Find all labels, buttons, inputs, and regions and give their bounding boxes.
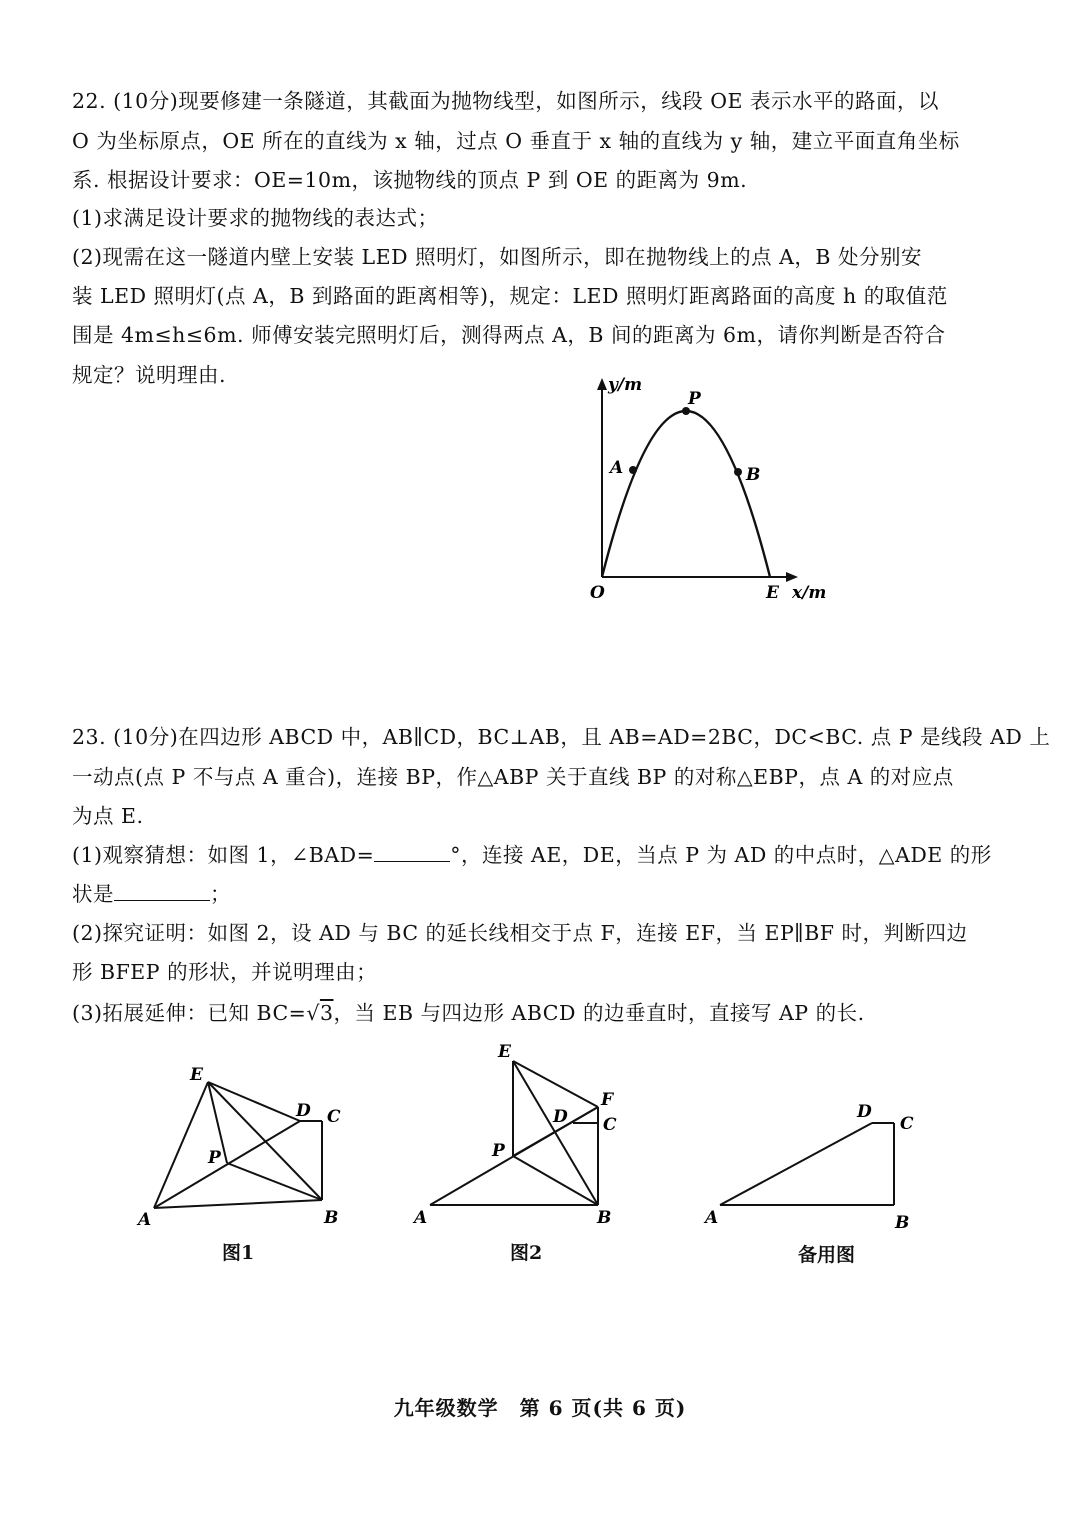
- fig1-ED: [208, 1082, 300, 1121]
- fig1-AE: [154, 1082, 208, 1208]
- fig3-label-A: A: [705, 1208, 719, 1228]
- q23-part-2-line-1: (2)探究证明：如图 2，设 AD 与 BC 的延长线相交于点 F，连接 EF，当 EP∥BF 时，判断四边: [72, 921, 968, 945]
- q23-part-1b-pre: 状是: [72, 882, 114, 906]
- point-B: [734, 468, 742, 476]
- fig1-PB: [227, 1163, 322, 1200]
- label-y-axis: y/m: [608, 375, 643, 395]
- fig2-caption: 图2: [510, 1242, 543, 1264]
- q22-line-3: 系. 根据设计要求：OE=10m，该抛物线的顶点 P 到 OE 的距离为 9m.: [72, 168, 748, 192]
- q23-part-1-line-2: [72, 877, 231, 907]
- q23-part-1b-post: ；: [210, 882, 231, 906]
- q23-part-3-post: ，当 EB 与四边形 ABCD 的边垂直时，直接写 AP 的长.: [333, 1001, 865, 1025]
- fig1-label-E: E: [190, 1065, 203, 1085]
- q23-part-1-post: °，连接 AE，DE，当点 P 为 AD 的中点时，△ADE 的形: [450, 843, 992, 867]
- q23-part-3-radicand: 3: [319, 1001, 334, 1025]
- label-x-axis: x/m: [792, 583, 827, 603]
- fig1-caption: 图1: [222, 1242, 255, 1264]
- answer-blank-shape[interactable]: [114, 899, 210, 901]
- q22-part-2-line-1: (2)现需在这一隧道内壁上安装 LED 照明灯，如图所示，即在抛物线上的点 A，B 处分别安: [72, 245, 922, 269]
- fig3-AD: [720, 1123, 872, 1205]
- fig2-label-E: E: [498, 1042, 511, 1062]
- point-A: [629, 466, 637, 474]
- x-axis-arrow: [786, 572, 798, 582]
- q22-line-2: O 为坐标原点，OE 所在的直线为 x 轴，过点 O 垂直于 x 轴的直线为 y 轴，建立平面直角坐标: [72, 129, 960, 153]
- fig2-label-D: D: [553, 1107, 568, 1127]
- fig1-label-A: A: [138, 1210, 152, 1230]
- q23-part-2-line-2: 形 BFEP 的形状，并说明理由；: [72, 960, 378, 984]
- fig1-EB: [208, 1082, 322, 1200]
- fig1-label-C: C: [327, 1107, 341, 1127]
- fig1-AD: [154, 1121, 300, 1208]
- fig2-label-B: B: [597, 1208, 612, 1228]
- q22-parabola-figure: [580, 372, 840, 612]
- fig2-label-C: C: [603, 1115, 617, 1135]
- q23-part-1-pre: (1)观察猜想：如图 1，∠BAD=: [72, 843, 375, 867]
- fig3-label-C: C: [900, 1114, 914, 1134]
- fig2-EB: [513, 1061, 598, 1205]
- q23-part-3-pre: (3)拓展延伸：已知 BC=√: [72, 1001, 320, 1025]
- q23-figure-2: [405, 1035, 645, 1230]
- fig2-label-P: P: [492, 1141, 505, 1161]
- q23-part-3: [72, 996, 865, 1026]
- fig1-label-B: B: [324, 1208, 339, 1228]
- page-footer: 九年级数学 第 6 页(共 6 页): [393, 1396, 687, 1420]
- fig3-label-D: D: [857, 1102, 872, 1122]
- fig2-label-A: A: [414, 1208, 428, 1228]
- y-axis-arrow: [597, 378, 607, 390]
- q23-spare-figure: [700, 1095, 940, 1235]
- q23-line-3: 为点 E.: [72, 804, 144, 828]
- q22-part-2-line-3: 围是 4m≤h≤6m. 师傅安装完照明灯后，测得两点 A，B 间的距离为 6m，请你判断是否符合: [72, 323, 946, 347]
- q23-part-1-line-1: [72, 838, 992, 868]
- fig1-AB: [154, 1200, 322, 1208]
- answer-blank-angle[interactable]: [374, 860, 450, 862]
- fig3-label-B: B: [895, 1213, 910, 1233]
- q22-line-1: 22. (10分)现要修建一条隧道，其截面为抛物线型，如图所示，线段 OE 表示水平的路面，以: [72, 89, 940, 113]
- q23-line-2: 一动点(点 P 不与点 A 重合)，连接 BP，作△ABP 关于直线 BP 的对称△EBP，点 A 的对应点: [72, 765, 954, 789]
- q22-part-1: (1)求满足设计要求的抛物线的表达式；: [72, 206, 439, 230]
- label-E: E: [766, 583, 779, 603]
- fig1-label-P: P: [208, 1148, 221, 1168]
- label-P: P: [688, 389, 701, 409]
- label-A: A: [610, 458, 624, 478]
- q23-line-1: 23. (10分)在四边形 ABCD 中，AB∥CD，BC⊥AB，且 AB=AD=2BC，DC<BC. 点 P 是线段 AD 上: [72, 725, 1051, 749]
- fig2-PB: [513, 1156, 598, 1205]
- fig1-label-D: D: [296, 1101, 311, 1121]
- label-O: O: [590, 583, 605, 603]
- q22-part-2-line-4: 规定？说明理由.: [72, 363, 227, 387]
- label-B: B: [746, 465, 761, 485]
- q22-part-2-line-2: 装 LED 照明灯(点 A，B 到路面的距离相等)，规定：LED 照明灯距离路面的高度 h 的取值范: [72, 284, 948, 308]
- fig2-label-F: F: [601, 1090, 614, 1110]
- parabola-curve: [602, 411, 770, 577]
- fig3-caption: 备用图: [798, 1244, 856, 1266]
- q23-figure-1: [120, 1060, 360, 1240]
